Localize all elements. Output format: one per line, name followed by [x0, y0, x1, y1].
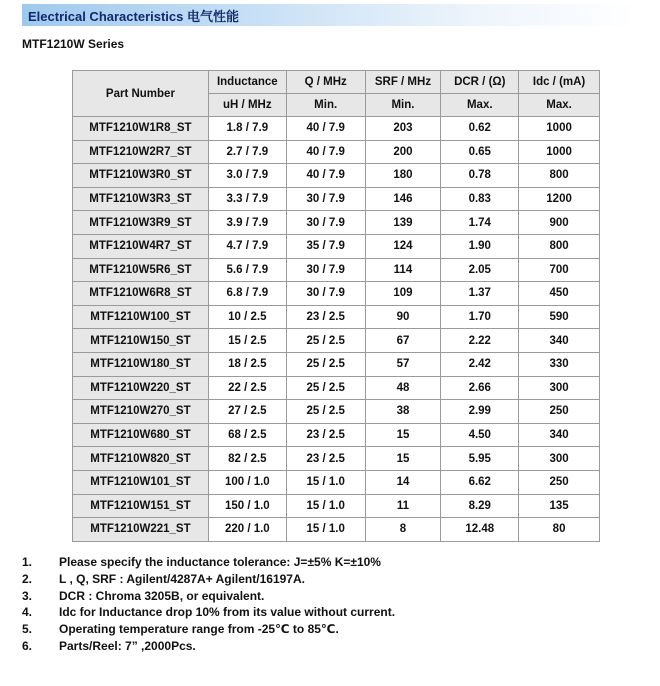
part-number-cell: MTF1210W221_ST	[73, 518, 209, 542]
q-cell: 30 / 7.9	[286, 258, 365, 282]
header-inductance: Inductance	[208, 71, 286, 94]
dcr-cell: 5.95	[441, 447, 519, 471]
dcr-cell: 0.65	[441, 140, 519, 164]
table-row	[73, 518, 600, 542]
table-row	[73, 282, 600, 306]
header-srf-unit: Min.	[365, 94, 441, 117]
notes-list	[22, 554, 395, 655]
part-number-cell: MTF1210W100_ST	[73, 305, 209, 329]
inductance-cell: 220 / 1.0	[208, 518, 286, 542]
srf-cell: 48	[365, 376, 441, 400]
note-text: L , Q, SRF : Agilent/4287A+ Agilent/16197A.	[59, 571, 305, 586]
header-dcr: DCR / (Ω)	[441, 71, 519, 94]
part-number-cell: MTF1210W6R8_ST	[73, 282, 209, 306]
header-part-number: Part Number	[73, 71, 209, 117]
table-row	[73, 400, 600, 424]
q-cell: 30 / 7.9	[286, 282, 365, 306]
table-row	[73, 305, 600, 329]
part-number-cell: MTF1210W101_ST	[73, 470, 209, 494]
idc-cell: 300	[519, 376, 600, 400]
srf-cell: 38	[365, 400, 441, 424]
dcr-cell: 2.42	[441, 352, 519, 376]
inductance-cell: 1.8 / 7.9	[208, 117, 286, 141]
note-number: 3.	[22, 588, 33, 603]
part-number-cell: MTF1210W151_ST	[73, 494, 209, 518]
dcr-cell: 2.66	[441, 376, 519, 400]
inductance-cell: 5.6 / 7.9	[208, 258, 286, 282]
srf-cell: 180	[365, 164, 441, 188]
part-number-cell: MTF1210W3R9_ST	[73, 211, 209, 235]
table-row	[73, 329, 600, 353]
srf-cell: 8	[365, 518, 441, 542]
part-number-cell: MTF1210W1R8_ST	[73, 117, 209, 141]
table-row	[73, 164, 600, 188]
part-number-cell: MTF1210W680_ST	[73, 423, 209, 447]
table-row	[73, 352, 600, 376]
dcr-cell: 12.48	[441, 518, 519, 542]
q-cell: 25 / 2.5	[286, 400, 365, 424]
note-item	[22, 554, 395, 571]
table-header	[73, 71, 600, 117]
inductance-cell: 3.9 / 7.9	[208, 211, 286, 235]
table-row	[73, 470, 600, 494]
inductance-cell: 100 / 1.0	[208, 470, 286, 494]
part-number-cell: MTF1210W3R0_ST	[73, 164, 209, 188]
note-text: Idc for Inductance drop 10% from its value without current.	[59, 605, 396, 620]
idc-cell: 900	[519, 211, 600, 235]
table-row	[73, 376, 600, 400]
note-number: 5.	[22, 622, 33, 637]
table-row	[73, 117, 600, 141]
q-cell: 23 / 2.5	[286, 305, 365, 329]
idc-cell: 800	[519, 234, 600, 258]
part-number-cell: MTF1210W5R6_ST	[73, 258, 209, 282]
dcr-cell: 6.62	[441, 470, 519, 494]
srf-cell: 114	[365, 258, 441, 282]
header-idc: Idc / (mA)	[519, 71, 600, 94]
q-cell: 35 / 7.9	[286, 234, 365, 258]
inductance-cell: 150 / 1.0	[208, 494, 286, 518]
srf-cell: 15	[365, 447, 441, 471]
srf-cell: 67	[365, 329, 441, 353]
note-number: 1.	[22, 555, 33, 569]
q-cell: 15 / 1.0	[286, 470, 365, 494]
part-number-cell: MTF1210W180_ST	[73, 352, 209, 376]
note-item	[22, 588, 395, 605]
header-q: Q / MHz	[286, 71, 365, 94]
q-cell: 30 / 7.9	[286, 211, 365, 235]
srf-cell: 203	[365, 117, 441, 141]
part-number-cell: MTF1210W2R7_ST	[73, 140, 209, 164]
q-cell: 25 / 2.5	[286, 352, 365, 376]
q-cell: 40 / 7.9	[286, 140, 365, 164]
header-inductance-unit: uH / MHz	[208, 94, 286, 117]
inductance-cell: 82 / 2.5	[208, 447, 286, 471]
note-item	[22, 638, 395, 655]
srf-cell: 90	[365, 305, 441, 329]
note-item	[22, 604, 395, 621]
inductance-cell: 4.7 / 7.9	[208, 234, 286, 258]
dcr-cell: 1.37	[441, 282, 519, 306]
note-text: Operating temperature range from -25℃ to 85℃.	[59, 622, 339, 637]
header-q-unit: Min.	[286, 94, 365, 117]
header-idc-unit: Max.	[519, 94, 600, 117]
note-number: 2.	[22, 571, 33, 586]
note-number: 4.	[22, 605, 33, 620]
q-cell: 15 / 1.0	[286, 518, 365, 542]
part-number-cell: MTF1210W220_ST	[73, 376, 209, 400]
idc-cell: 340	[519, 423, 600, 447]
inductance-cell: 3.3 / 7.9	[208, 187, 286, 211]
srf-cell: 146	[365, 187, 441, 211]
header-srf: SRF / MHz	[365, 71, 441, 94]
q-cell: 25 / 2.5	[286, 376, 365, 400]
table-row	[73, 258, 600, 282]
electrical-characteristics-table	[72, 70, 600, 542]
q-cell: 15 / 1.0	[286, 494, 365, 518]
table-body	[73, 117, 600, 542]
dcr-cell: 1.90	[441, 234, 519, 258]
table-row	[73, 140, 600, 164]
header-dcr-unit: Max.	[441, 94, 519, 117]
dcr-cell: 2.99	[441, 400, 519, 424]
inductance-cell: 18 / 2.5	[208, 352, 286, 376]
table-row	[73, 187, 600, 211]
idc-cell: 250	[519, 470, 600, 494]
note-text: Parts/Reel: 7” ,2000Pcs.	[59, 638, 196, 653]
idc-cell: 80	[519, 518, 600, 542]
dcr-cell: 0.83	[441, 187, 519, 211]
q-cell: 23 / 2.5	[286, 447, 365, 471]
note-item	[22, 621, 395, 638]
dcr-cell: 1.70	[441, 305, 519, 329]
inductance-cell: 15 / 2.5	[208, 329, 286, 353]
note-number: 6.	[22, 638, 33, 653]
section-title: Electrical Characteristics 电气性能	[28, 8, 239, 24]
dcr-cell: 0.78	[441, 164, 519, 188]
table-row	[73, 211, 600, 235]
srf-cell: 109	[365, 282, 441, 306]
note-item	[22, 571, 395, 588]
table-row	[73, 494, 600, 518]
q-cell: 40 / 7.9	[286, 117, 365, 141]
srf-cell: 11	[365, 494, 441, 518]
idc-cell: 590	[519, 305, 600, 329]
q-cell: 25 / 2.5	[286, 329, 365, 353]
section-header-bar	[22, 4, 636, 26]
inductance-cell: 22 / 2.5	[208, 376, 286, 400]
dcr-cell: 1.74	[441, 211, 519, 235]
inductance-cell: 68 / 2.5	[208, 423, 286, 447]
part-number-cell: MTF1210W4R7_ST	[73, 234, 209, 258]
inductance-cell: 6.8 / 7.9	[208, 282, 286, 306]
series-title: MTF1210W Series	[22, 37, 125, 51]
idc-cell: 1000	[519, 140, 600, 164]
q-cell: 23 / 2.5	[286, 423, 365, 447]
idc-cell: 250	[519, 400, 600, 424]
table-row	[73, 447, 600, 471]
inductance-cell: 27 / 2.5	[208, 400, 286, 424]
srf-cell: 15	[365, 423, 441, 447]
srf-cell: 139	[365, 211, 441, 235]
idc-cell: 330	[519, 352, 600, 376]
table-row	[73, 234, 600, 258]
q-cell: 40 / 7.9	[286, 164, 365, 188]
dcr-cell: 0.62	[441, 117, 519, 141]
part-number-cell: MTF1210W270_ST	[73, 400, 209, 424]
srf-cell: 124	[365, 234, 441, 258]
dcr-cell: 2.05	[441, 258, 519, 282]
dcr-cell: 2.22	[441, 329, 519, 353]
dcr-cell: 4.50	[441, 423, 519, 447]
note-text: Please specify the inductance tolerance: J=±5% K=±10%	[59, 555, 381, 569]
idc-cell: 450	[519, 282, 600, 306]
idc-cell: 700	[519, 258, 600, 282]
idc-cell: 340	[519, 329, 600, 353]
srf-cell: 200	[365, 140, 441, 164]
idc-cell: 300	[519, 447, 600, 471]
idc-cell: 800	[519, 164, 600, 188]
dcr-cell: 8.29	[441, 494, 519, 518]
inductance-cell: 2.7 / 7.9	[208, 140, 286, 164]
part-number-cell: MTF1210W3R3_ST	[73, 187, 209, 211]
idc-cell: 1200	[519, 187, 600, 211]
table-row	[73, 423, 600, 447]
idc-cell: 1000	[519, 117, 600, 141]
inductance-cell: 10 / 2.5	[208, 305, 286, 329]
note-text: DCR : Chroma 3205B, or equivalent.	[59, 588, 265, 603]
part-number-cell: MTF1210W150_ST	[73, 329, 209, 353]
q-cell: 30 / 7.9	[286, 187, 365, 211]
inductance-cell: 3.0 / 7.9	[208, 164, 286, 188]
idc-cell: 135	[519, 494, 600, 518]
srf-cell: 57	[365, 352, 441, 376]
part-number-cell: MTF1210W820_ST	[73, 447, 209, 471]
srf-cell: 14	[365, 470, 441, 494]
